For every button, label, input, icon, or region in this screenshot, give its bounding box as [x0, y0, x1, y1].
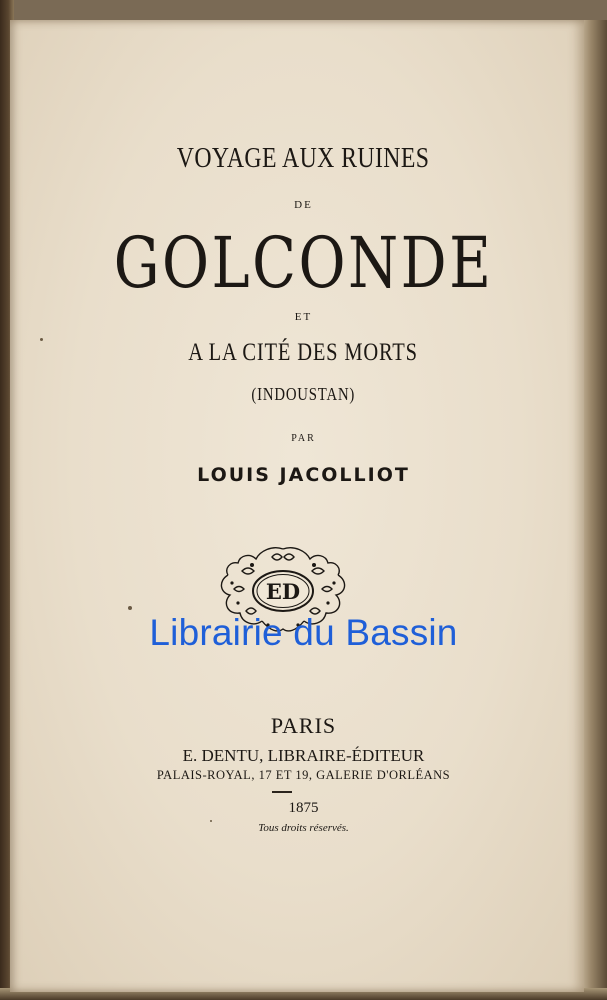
paper-speck [128, 606, 132, 610]
title-connector-de: DE [294, 199, 313, 211]
rights-notice: Tous droits réservés. [258, 822, 349, 834]
publication-city: PARIS [270, 713, 337, 738]
title-main-golconde: GOLCONDE [113, 222, 494, 304]
author-name: LOUIS JACOLLIOT [197, 464, 410, 486]
watermark-librairie-du-bassin: Librairie du Bassin [149, 612, 458, 653]
title-connector-et: ET [294, 311, 313, 323]
publication-year: 1875 [288, 800, 319, 816]
divider-rule [272, 791, 292, 793]
svg-text:ED: ED [265, 579, 301, 604]
title-subtitle-indoustan: (INDOUSTAN) [251, 384, 356, 404]
publisher-address: PALAIS-ROYAL, 17 ET 19, GALERIE D'ORLÉANS [156, 768, 451, 782]
title-line-voyage: VOYAGE AUX RUINES [177, 142, 430, 174]
publisher-name: E. DENTU, LIBRAIRE-ÉDITEUR [182, 746, 425, 765]
by-label: PAR [291, 433, 316, 444]
title-line-cite-des-morts: A LA CITÉ DES MORTS [188, 339, 419, 366]
